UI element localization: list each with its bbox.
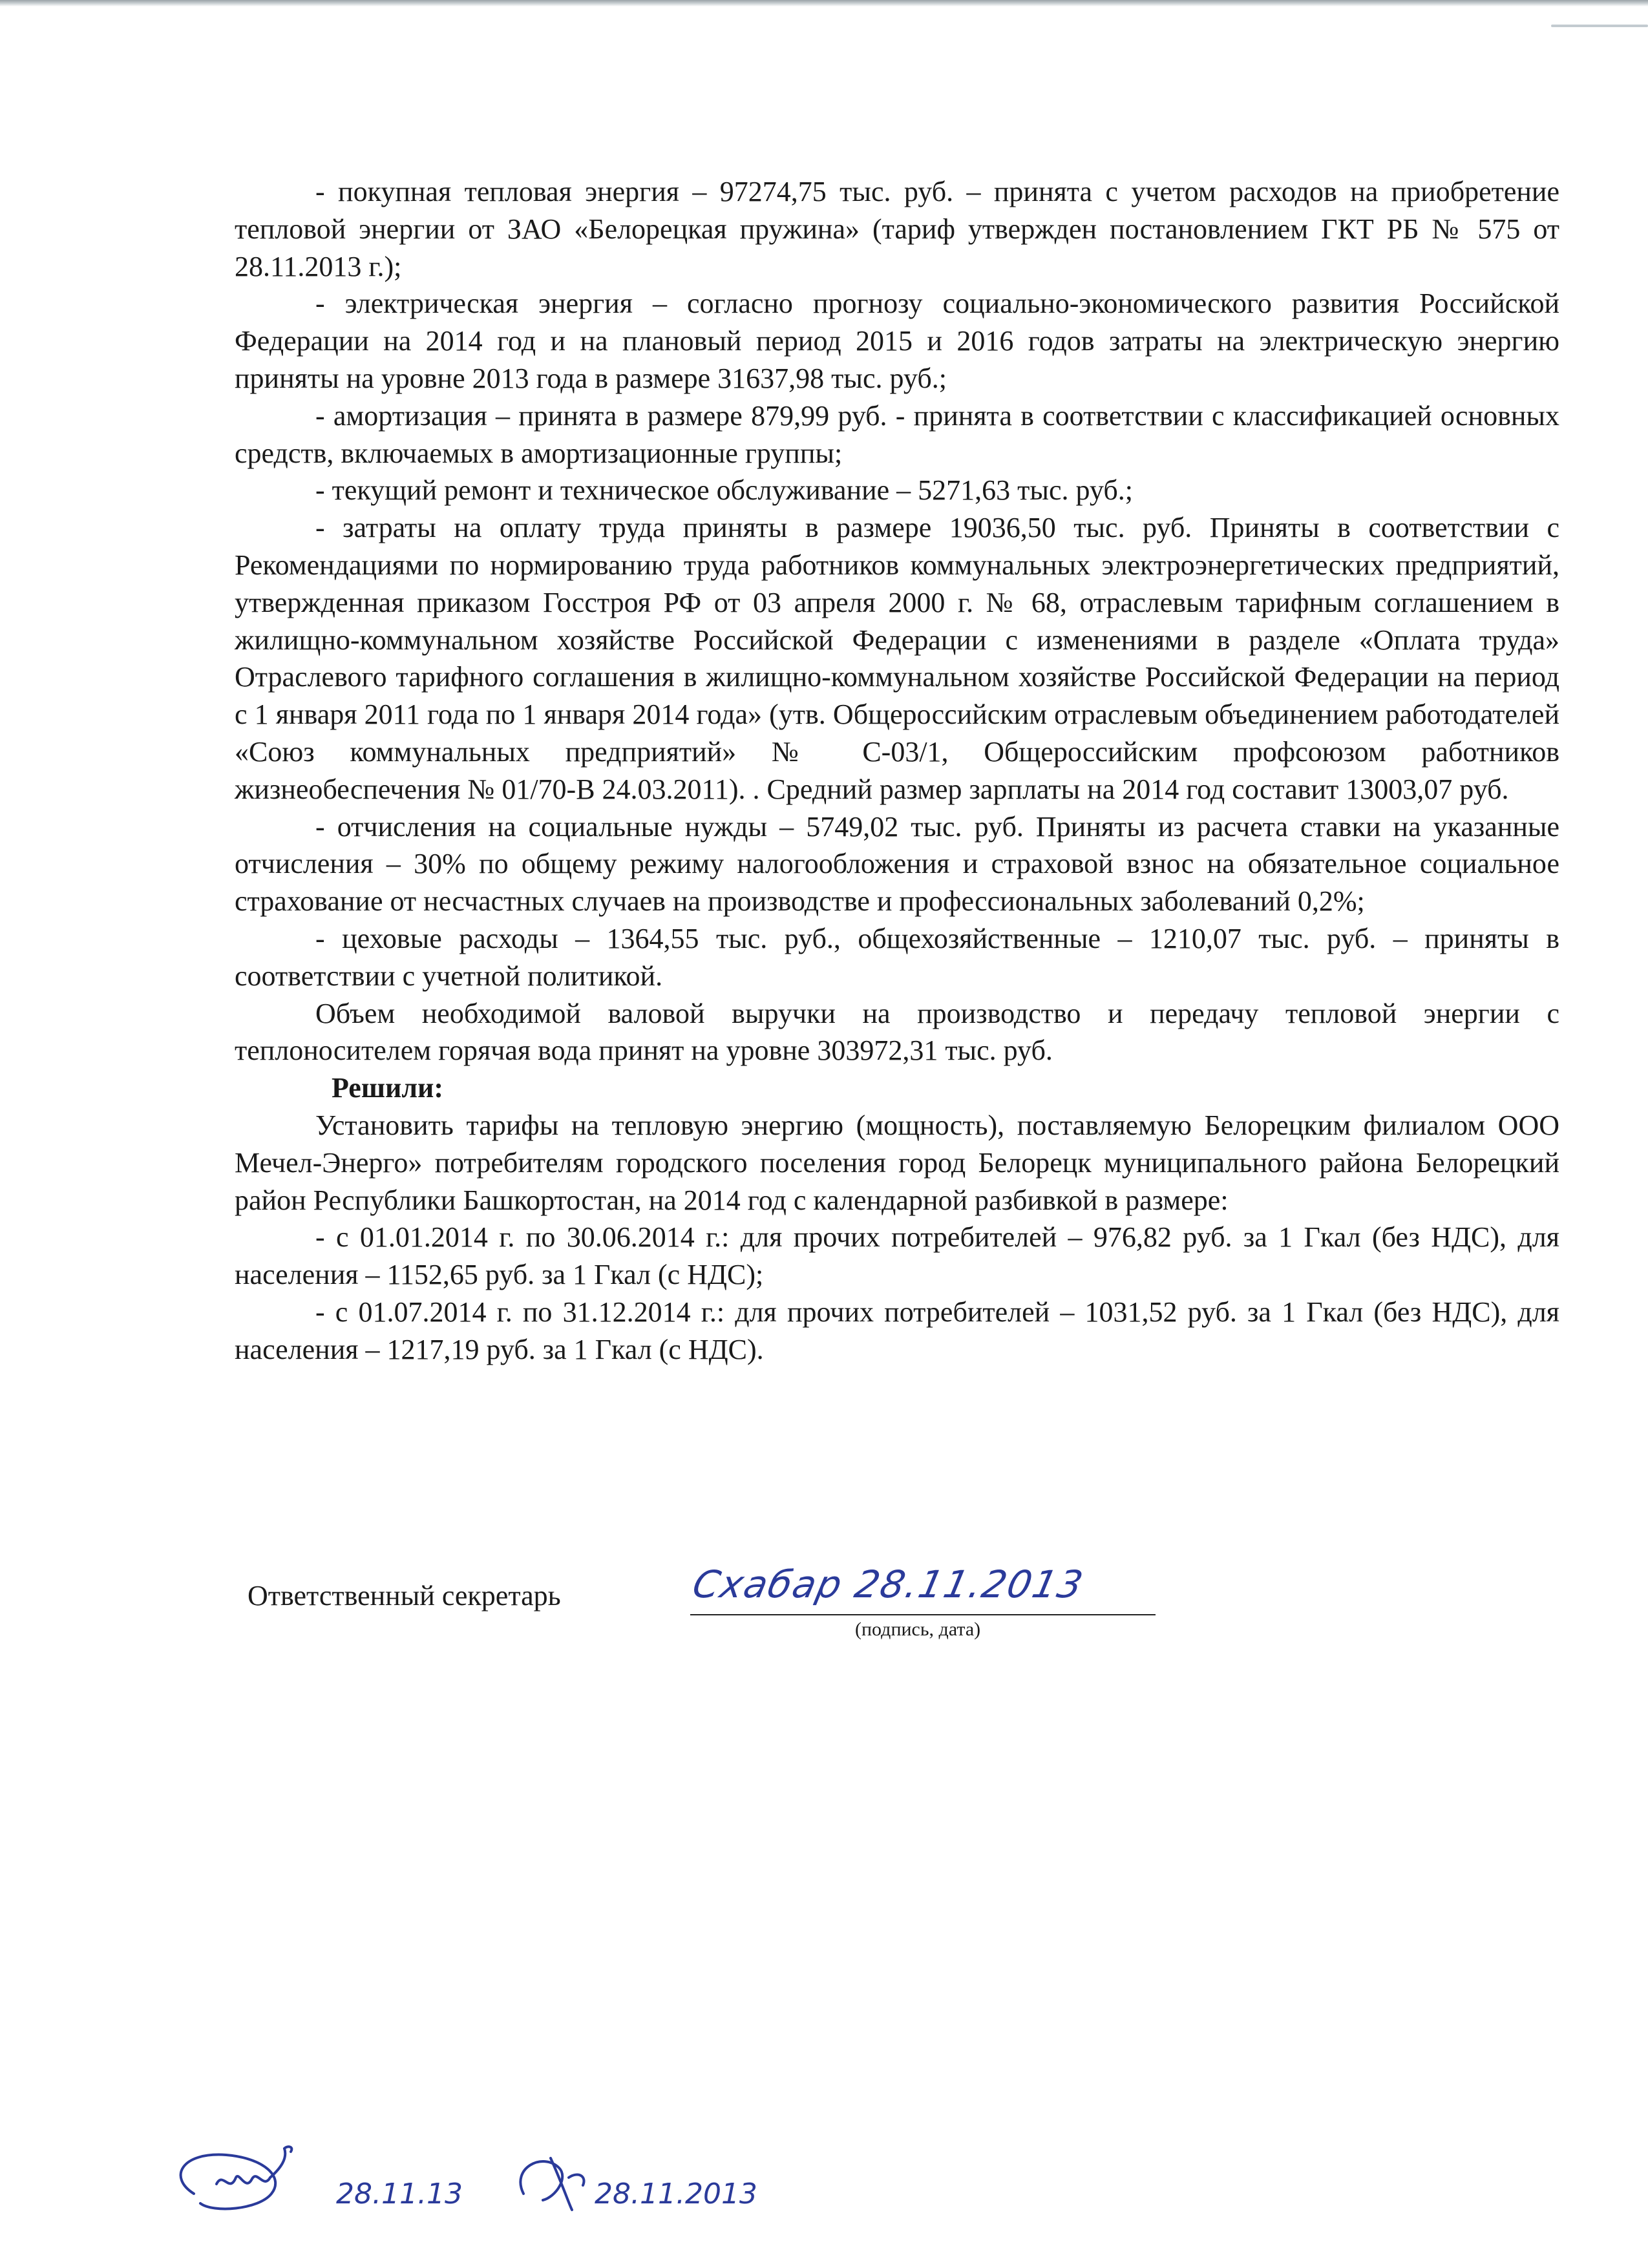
handwritten-signature-text: Схабар 28.11.2013 <box>688 1562 1088 1606</box>
second-initials-mark <box>520 2158 584 2210</box>
paragraph: - текущий ремонт и техническое обслуживание – 5271,63 тыс. руб.; <box>315 474 1133 507</box>
first-approval-date: 28.11.13 <box>336 2178 463 2210</box>
paragraph: Установить тарифы на тепловую энергию (мощность), поставляемую Белорецким филиалом ООО Мечел-Энерго» потребителям городского поселения город Белорецк муниципального района Белорецкий район Республики Башкортостан, на 2014 год с календарной разбивкой в размере: <box>235 1109 1559 1216</box>
initials-mark <box>181 2147 292 2209</box>
signature-block <box>248 1562 1185 1680</box>
paragraph: Объем необходимой валовой выручки на производство и передачу тепловой энергии с теплоносителем горячая вода принят на уровне 303972,31 тыс. руб. <box>235 997 1559 1067</box>
second-approval-date: 28.11.2013 <box>595 2178 757 2210</box>
approval-signatures-drawing <box>155 2132 834 2262</box>
paragraph: - отчисления на социальные нужды – 5749,02 тыс. руб. Приняты из расчета ставки на указанные отчисления – 30% по общему режиму налогообложения и страховой взнос на обязательное социальное страхование от несчастных случаев на производстве и профессиональных заболеваний 0,2%; <box>235 810 1559 918</box>
scan-artifact <box>1551 25 1648 27</box>
paragraph: - затраты на оплату труда приняты в размере 19036,50 тыс. руб. Приняты в соответствии с Рекомендациями по нормированию труда работников коммунальных электроэнергетических предприятий, утвержденная приказом Госстроя РФ от 03 апреля 2000 г. № 68, отраслевым тарифным соглашением в жилищно-коммунальном хозяйстве Российской Федерации с изменениями в разделе «Оплата труда» Отраслевого тарифного соглашения в жилищно-коммунальном хозяйстве Российской Федерации на период с 1 января 2011 года по 1 января 2014 года» (утв. Общероссийским отраслевым объединением работодателей «Союз коммунальных предприятий» № С-03/1, Общероссийским профсоюзом работников жизнеобеспечения № 01/70-В 24.03.2011). . Средний размер зарплаты на 2014 год составит 13003,07 руб. <box>235 512 1559 805</box>
paragraph: - электрическая энергия – согласно прогнозу социально-экономического развития Российской Федерации на 2014 год и на плановый период 2015 и 2016 годов затраты на электрическую энергию приняты на уровне 2013 года в размере 31637,98 тыс. руб.; <box>235 288 1559 394</box>
signature-line <box>690 1614 1156 1615</box>
signatory-role: Ответственный секретарь <box>248 1580 561 1612</box>
handwritten-signature <box>688 1562 1088 1621</box>
paragraph: - с 01.07.2014 г. по 31.12.2014 г.: для прочих потребителей – 1031,52 руб. за 1 Гкал (без НДС), для населения – 1217,19 руб. за 1 Гкал (с НДС). <box>235 1296 1559 1365</box>
paragraph: - с 01.01.2014 г. по 30.06.2014 г.: для прочих потребителей – 976,82 руб. за 1 Гкал (без НДС), для населения – 1152,65 руб. за 1 Гкал (с НДС); <box>235 1221 1559 1291</box>
paragraph: - покупная тепловая энергия – 97274,75 тыс. руб. – принята с учетом расходов на приобретение тепловой энергии от ЗАО «Белорецкая пружина» (тариф утвержден постановлением ГКТ РБ № 575 от 28.11.2013 г.); <box>235 176 1559 282</box>
document-body <box>235 173 1559 1369</box>
signature-caption: (подпись, дата) <box>855 1619 981 1640</box>
paragraph: - цеховые расходы – 1364,55 тыс. руб., общехозяйственные – 1210,07 тыс. руб. – приняты в соответствии с учетной политикой. <box>235 922 1559 992</box>
section-heading: Решили: <box>332 1072 444 1104</box>
bottom-approval-signatures <box>155 2132 834 2262</box>
paragraph: - амортизация – принята в размере 879,99 руб. - принята в соответствии с классификацией основных средств, включаемых в амортизационные группы; <box>235 399 1559 469</box>
scan-top-edge <box>0 0 1648 6</box>
